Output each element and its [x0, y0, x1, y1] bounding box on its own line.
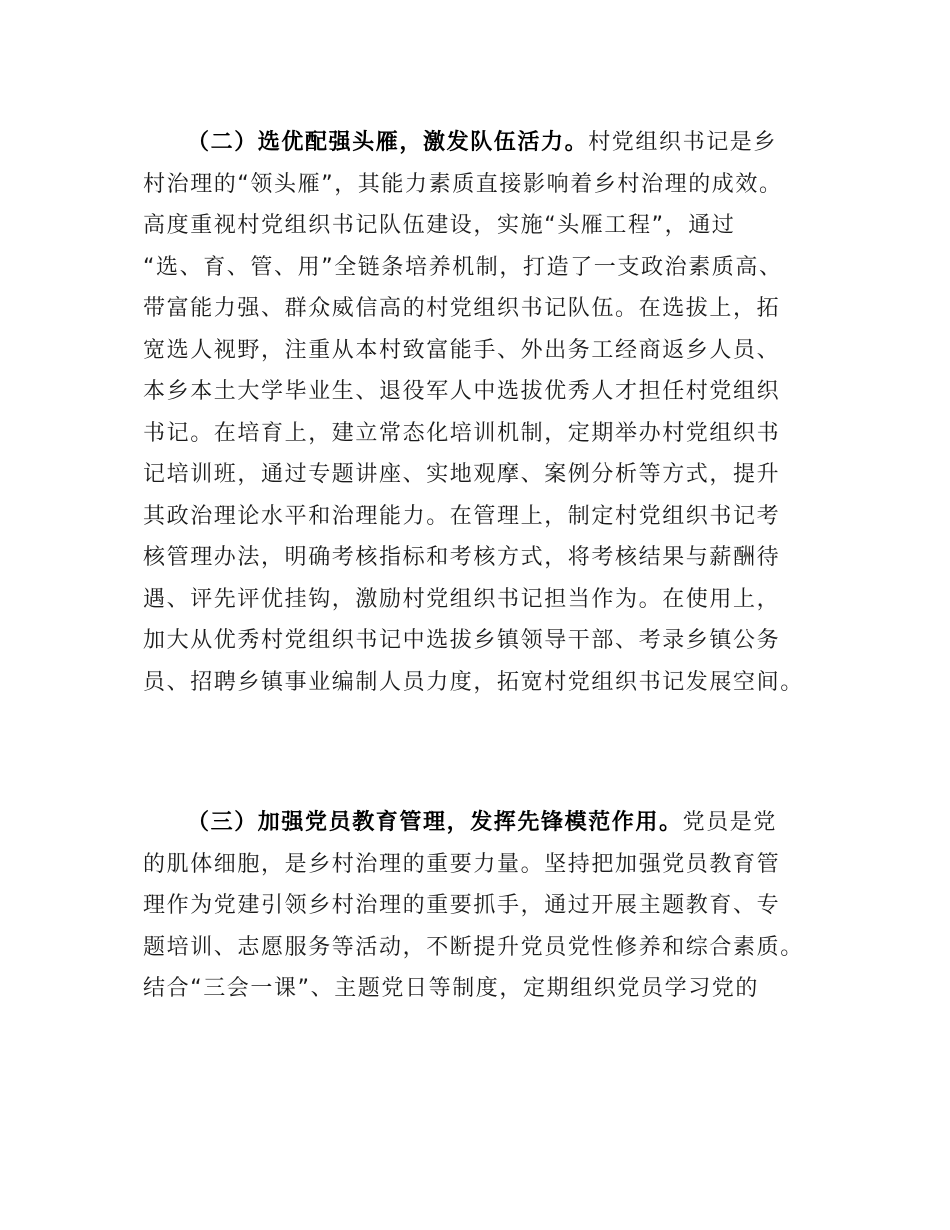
paragraph-line: 高度重视村党组织书记队伍建设，实施“头雁工程”，通过	[143, 213, 736, 238]
paragraph-line: 书记。在培育上，建立常态化培训机制，定期举办村党组织书	[143, 420, 781, 446]
paragraph-first-line	[143, 122, 825, 164]
paragraph-line: 结合“三会一课”、主题党日等制度，定期组织党员学习党的	[143, 976, 759, 1001]
paragraph-section-2	[143, 122, 825, 703]
paragraph-text: 党员是党	[682, 810, 778, 835]
paragraph-line: 的肌体细胞，是乡村治理的重要力量。坚持把加强党员教育管	[143, 851, 781, 877]
paragraph-line: 核管理办法，明确考核指标和考核方式，将考核结果与薪酬待	[143, 545, 781, 570]
paragraph-line: 员、招聘乡镇事业编制人员力度，拓宽村党组织书记发展空间。	[143, 669, 804, 695]
paragraph-line: 宽选人视野，注重从本村致富能手、外出务工经商返乡人员、	[143, 337, 781, 363]
paragraph-line: 遇、评先评优挂钩，激励村党组织书记担当作为。在使用上，	[143, 586, 781, 612]
section-heading: （二）选优配强头雁，激发队伍活力。	[187, 130, 589, 155]
paragraph-line: 理作为党建引领乡村治理的重要抓手，通过开展主题教育、专	[143, 893, 781, 918]
paragraph-line: 村治理的“领头雁”，其能力素质直接影响着乡村治理的成效。	[143, 171, 783, 197]
paragraph-line: “选、育、管、用”全链条培养机制，打造了一支政治素质高、	[143, 254, 783, 280]
paragraph-first-line	[143, 802, 825, 844]
paragraph-line: 其政治理论水平和治理能力。在管理上，制定村党组织书记考	[143, 503, 781, 529]
paragraph-line: 记培训班，通过专题讲座、实地观摩、案例分析等方式，提升	[143, 462, 781, 487]
paragraph-line: 本乡本土大学毕业生、退役军人中选拔优秀人才担任村党组织	[143, 379, 781, 404]
paragraph-line: 带富能力强、群众威信高的村党组织书记队伍。在选拔上，拓	[143, 296, 781, 321]
paragraph-line: 加大从优秀村党组织书记中选拔乡镇领导干部、考录乡镇公务	[143, 628, 781, 653]
section-heading: （三）加强党员教育管理，发挥先锋模范作用。	[187, 810, 683, 835]
paragraph-text: 村党组织书记是乡	[588, 130, 778, 155]
paragraph-section-3	[143, 802, 825, 1010]
paragraph-line: 题培训、志愿服务等活动，不断提升党员党性修养和综合素质。	[143, 934, 804, 960]
